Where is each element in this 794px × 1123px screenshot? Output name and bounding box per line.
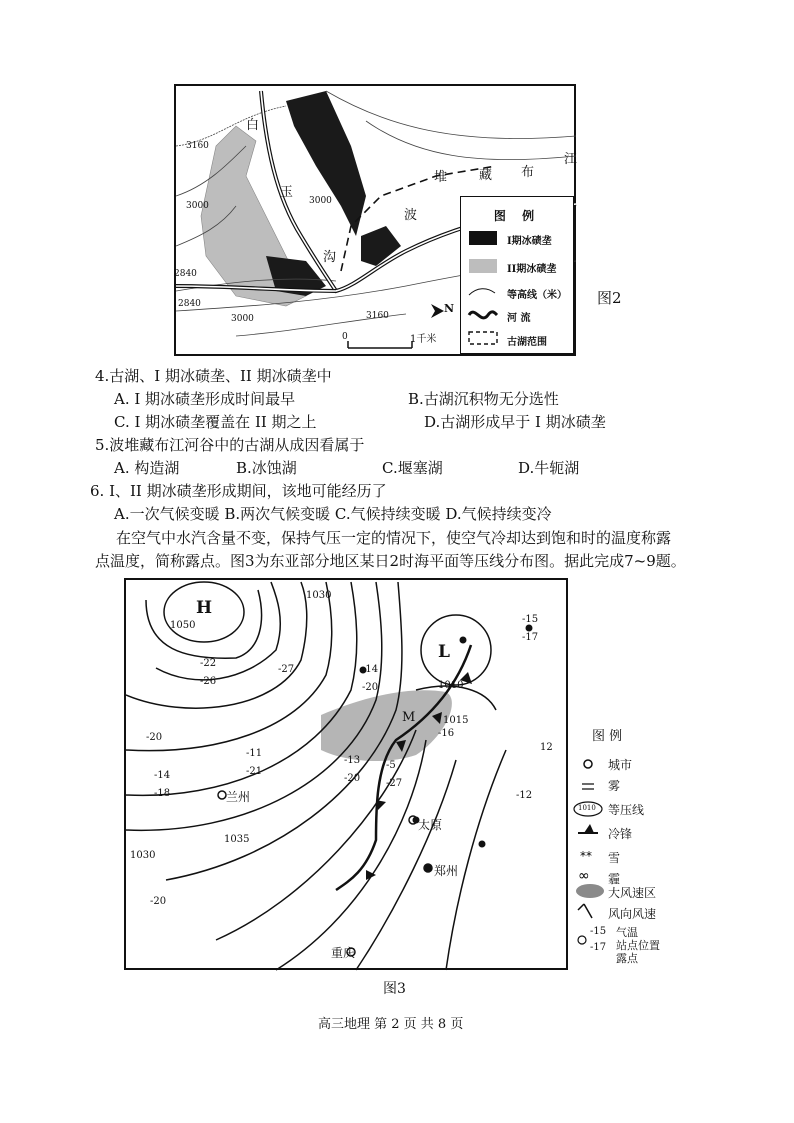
- legend-title: 图 例: [493, 209, 541, 223]
- isobar-label: 1015: [443, 715, 469, 726]
- legend-item: 风向风速: [608, 907, 657, 921]
- legend-item: 等压线: [608, 803, 645, 817]
- question-5-option-c: C.堰塞湖: [382, 459, 443, 477]
- label-jiang: 江: [564, 152, 578, 167]
- station-value: -16: [438, 728, 455, 739]
- legend-item: 古湖范围: [507, 337, 547, 348]
- question-4-option-c: C. I 期冰碛垄覆盖在 II 期之上: [114, 413, 317, 431]
- north-label: N: [444, 302, 455, 315]
- station-value: -20: [344, 773, 361, 784]
- legend-item: 雪: [608, 851, 621, 865]
- legend-item: 站点位置: [616, 939, 660, 952]
- question-6-stem: 6. I、II 期冰碛垄形成期间，该地可能经历了: [90, 482, 387, 500]
- scale-zero: 0: [342, 332, 348, 342]
- question-4-option-b: B.古湖沉积物无分选性: [408, 390, 559, 408]
- isobar-label: 1030: [130, 850, 156, 861]
- label-dui: 堆: [434, 170, 448, 185]
- contour-label: 3000: [309, 196, 332, 206]
- contour-label: 3000: [186, 201, 209, 211]
- label-zang: 藏: [479, 168, 493, 183]
- city-chongqing: 重庆: [331, 946, 356, 960]
- figure-3-caption: 图3: [383, 981, 406, 997]
- label-bu: 布: [521, 165, 535, 180]
- legend-item: 雾: [608, 779, 621, 793]
- legend-sample-dew: -17: [590, 942, 607, 953]
- station-value: -21: [246, 766, 263, 777]
- isobar-label: 1030: [306, 590, 332, 601]
- low-pressure-center: L: [438, 642, 450, 662]
- legend-item: I期冰碛垄: [507, 236, 552, 247]
- station-value: -15: [522, 614, 539, 625]
- station-value: -14: [362, 664, 379, 675]
- station-value: -20: [146, 732, 163, 743]
- legend-item: 冷锋: [608, 827, 633, 841]
- station-value: -11: [246, 748, 263, 759]
- station-value: -17: [522, 632, 539, 643]
- question-4-stem: 4.古湖、I 期冰碛垄、II 期冰碛垄中: [95, 367, 332, 385]
- figure-2-caption: 图2: [597, 289, 622, 307]
- question-5-option-d: D.牛轭湖: [518, 459, 580, 477]
- legend-item: 露点: [616, 952, 638, 965]
- contour-label: 3160: [186, 141, 209, 151]
- legend-item: II期冰碛垄: [507, 264, 557, 275]
- question-6-options: A.一次气候变暖 B.两次气候变暖 C.气候持续变暖 D.气候持续变冷: [114, 505, 552, 523]
- question-5-option-a: A. 构造湖: [114, 459, 180, 477]
- label-bo: 波: [404, 208, 418, 223]
- station-value: -5: [386, 760, 396, 771]
- label-yu: 玉: [280, 185, 294, 200]
- contour-label: 3160: [366, 311, 389, 321]
- city-taiyuan: 太原: [418, 818, 443, 832]
- city-zhengzhou: 郑州: [434, 864, 459, 878]
- legend-item: 气温: [616, 926, 638, 939]
- label-bai: 白: [246, 118, 260, 133]
- station-value: -14: [154, 770, 171, 781]
- station-value: -20: [150, 896, 167, 907]
- scale-unit: 1千米: [410, 334, 437, 345]
- legend-item: 城市: [608, 758, 633, 772]
- question-5-option-b: B.冰蚀湖: [236, 459, 297, 477]
- intro-paragraph-line-2: 点温度，简称露点。图3为东亚部分地区某日2时海平面等压线分布图。据此完成7~9题。: [95, 552, 686, 570]
- contour-label: 2840: [174, 269, 197, 279]
- legend-sample-temp: -15: [590, 926, 607, 937]
- station-value: -18: [154, 788, 171, 799]
- isobar-label: 1035: [224, 834, 250, 845]
- point-m: M: [402, 710, 416, 725]
- legend-item: 河 流: [507, 313, 531, 324]
- station-value: -26: [200, 676, 217, 687]
- station-value: -12: [516, 790, 533, 801]
- figure-3-map: [124, 578, 568, 970]
- city-lanzhou: 兰州: [226, 790, 251, 804]
- svg-text:**: **: [580, 849, 592, 863]
- legend-title: 图 例: [592, 729, 623, 744]
- svg-text:∞: ∞: [578, 868, 590, 884]
- question-4-option-d: D.古湖形成早于 I 期冰碛垄: [424, 413, 606, 431]
- legend-symbols: [461, 197, 573, 353]
- isobar-label: 1010: [438, 680, 464, 691]
- contour-label: 3000: [231, 314, 254, 324]
- legend-item: 等高线（米）: [507, 290, 567, 301]
- page-footer: 高三地理 第 2 页 共 8 页: [318, 1017, 464, 1032]
- legend-item: 霾: [608, 872, 621, 886]
- intro-paragraph-line-1: 在空气中水汽含量不变，保持气压一定的情况下，使空气冷却达到饱和时的温度称露: [116, 529, 672, 547]
- isobar-label: 1050: [170, 620, 196, 631]
- high-pressure-center: H: [196, 598, 213, 618]
- label-gou: 沟: [323, 250, 337, 265]
- station-value: -22: [200, 658, 217, 669]
- contour-label: 2840: [178, 299, 201, 309]
- question-4-option-a: A. I 期冰碛垄形成时间最早: [114, 390, 296, 408]
- legend-item: 大风速区: [608, 886, 657, 900]
- station-value: -20: [362, 682, 379, 693]
- question-5-stem: 5.波堆藏布江河谷中的古湖从成因看属于: [95, 436, 365, 454]
- station-value: -27: [278, 664, 295, 675]
- station-value: 12: [540, 742, 553, 753]
- figure-2-legend: [460, 196, 574, 354]
- legend-isobar-sample: 1010: [578, 804, 596, 812]
- station-value: -27: [386, 778, 403, 789]
- station-value: -13: [344, 755, 361, 766]
